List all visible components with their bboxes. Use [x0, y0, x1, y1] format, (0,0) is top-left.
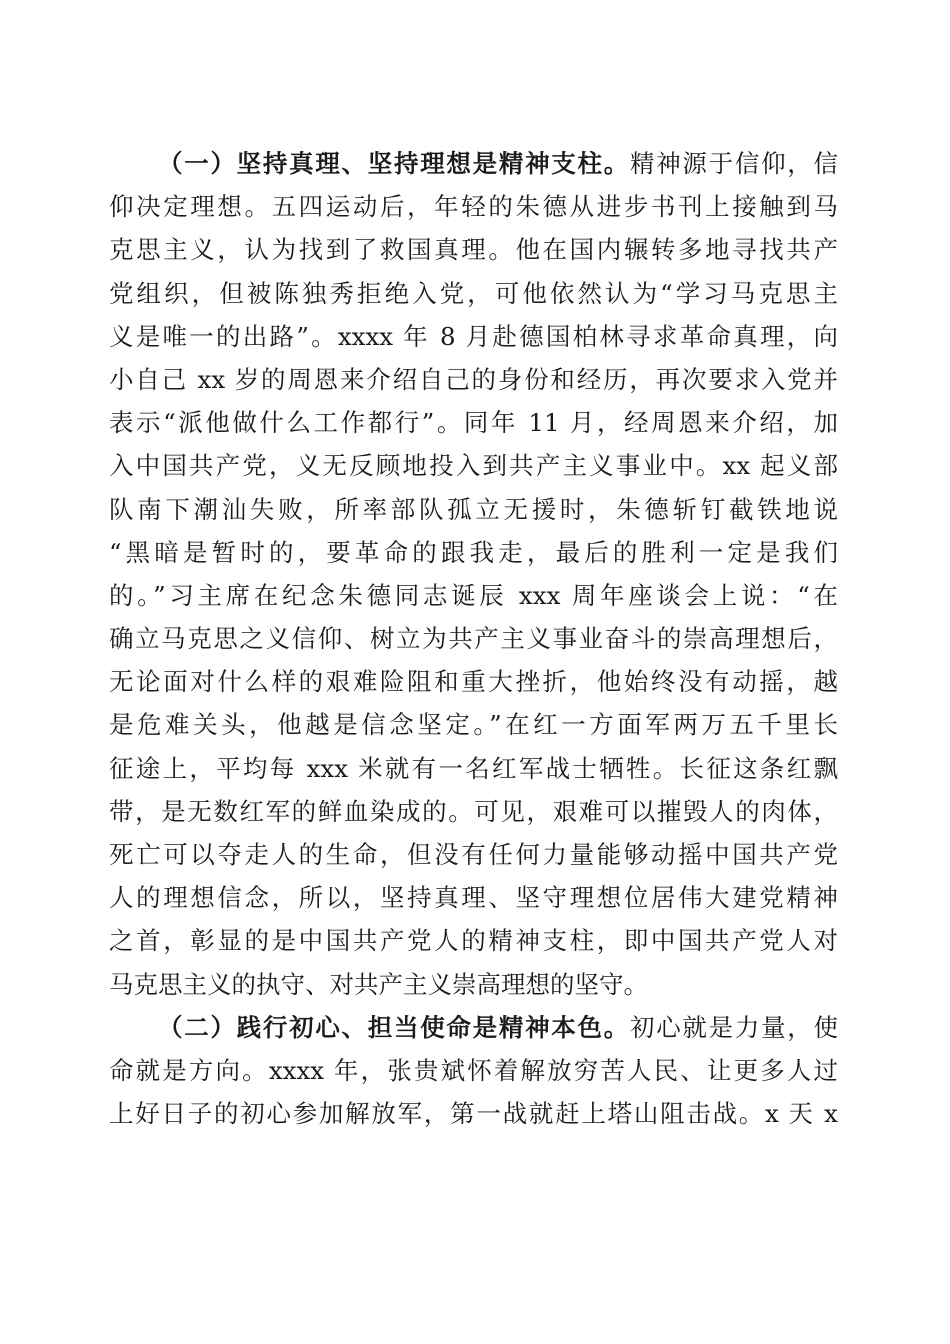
paragraph-1-line-7: 表示“派他做什么工作都行”。同年 11 月，经周恩来介绍，加 [109, 408, 838, 438]
body-text [109, 142, 839, 1135]
paragraph-1-line-1 [158, 142, 838, 185]
paragraph-2-heading: （二）践行初心、担当使命是精神本色。 [158, 1012, 630, 1042]
paragraph-1-line-6: 小自己 xx 岁的周恩来介绍自己的身份和经历，再次要求入党并 [109, 364, 838, 394]
paragraph-1-line-18: 人的理想信念，所以，坚持真理、坚守理想位居伟大建党精神 [109, 883, 838, 913]
paragraph-2-line-3: 上好日子的初心参加解放军，第一战就赶上塔山阻击战。x 天 x [109, 1099, 838, 1129]
paragraph-1-line-1-text: 精神源于信仰，信 [629, 149, 839, 178]
paragraph-1-line-4: 党组织，但被陈独秀拒绝入党，可他依然认为“学习马克思主 [109, 278, 838, 308]
paragraph-1-line-13: 无论面对什么样的艰难险阻和重大挫折，他始终没有动摇，越 [109, 667, 838, 697]
paragraph-1-line-16: 带，是无数红军的鲜血染成的。可见，艰难可以摧毁人的肉体， [109, 796, 838, 826]
paragraph-1-line-14: 是危难关头，他越是信念坚定。”在红一方面军两万五千里长 [109, 710, 838, 740]
paragraph-1-line-10: “黑暗是暂时的，要革命的跟我走，最后的胜利一定是我们 [109, 537, 838, 567]
paragraph-1-line-5: 义是唯一的出路”。xxxx 年 8 月赴德国柏林寻求革命真理，向 [109, 321, 838, 351]
paragraph-2-line-2: 命就是方向。xxxx 年，张贵斌怀着解放穷苦人民、让更多人过 [109, 1055, 838, 1085]
paragraph-1-line-9: 队南下潮汕失败，所率部队孤立无援时，朱德斩钉截铁地说 [109, 494, 838, 524]
paragraph-1-line-15: 征途上，平均每 xxx 米就有一名红军战士牺牲。长征这条红飘 [109, 753, 838, 783]
paragraph-1-line-8: 入中国共产党，义无反顾地投入到共产主义事业中。xx 起义部 [109, 451, 838, 481]
paragraph-1-line-12: 确立马克思之义信仰、树立为共产主义事业奋斗的崇高理想后， [109, 624, 838, 654]
paragraph-2-line-1-text: 初心就是力量，使 [629, 1012, 839, 1042]
paragraph-1-line-3: 克思主义，认为找到了救国真理。他在国内辗转多地寻找共产 [109, 235, 838, 265]
paragraph-1-line-11: 的。”习主席在纪念朱德同志诞辰 xxx 周年座谈会上说：“在 [109, 580, 838, 610]
paragraph-1-line-20: 马克思主义的执守、对共产主义崇高理想的坚守。 [109, 969, 648, 999]
paragraph-1-line-19: 之首，彰显的是中国共产党人的精神支柱，即中国共产党人对 [109, 926, 838, 956]
paragraph-1-line-2: 仰决定理想。五四运动后，年轻的朱德从进步书刊上接触到马 [109, 192, 838, 222]
paragraph-1-line-17: 死亡可以夺走人的生命，但没有任何力量能够动摇中国共产党 [109, 840, 838, 869]
paragraph-2-line-1 [158, 1006, 838, 1049]
paragraph-1-heading: （一）坚持真理、坚持理想是精神支柱。 [158, 149, 630, 178]
